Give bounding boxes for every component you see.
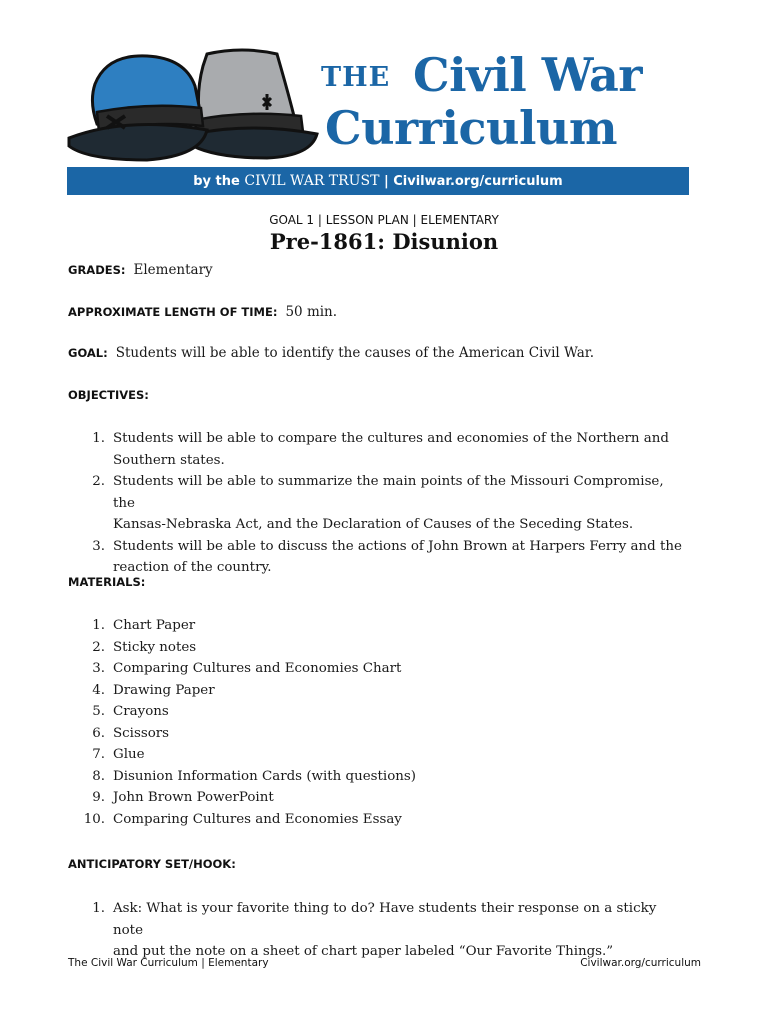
list-item-line: Comparing Cultures and Economies Essay (113, 811, 402, 827)
title-line-civil-war: Civil War (413, 48, 642, 102)
list-item-line: Ask: What is your favorite thing to do? Have students their response on a sticky note (113, 901, 657, 938)
list-item-line: Students will be able to summarize the main points of the Missouri Compromise, the (113, 474, 664, 511)
list-item (68, 809, 688, 831)
list-item (68, 898, 688, 963)
list-number: 3. (92, 661, 105, 676)
list-item (68, 723, 688, 745)
list-number: 7. (92, 747, 105, 762)
list-number: 1. (92, 901, 105, 916)
list-item-line: Disunion Information Cards (with questions) (113, 768, 416, 784)
list-number: 4. (92, 682, 105, 698)
list-number: 2. (92, 639, 105, 655)
list-number: 10. (83, 811, 105, 827)
goal-label: GOAL: (68, 346, 108, 360)
grades-field (68, 262, 213, 278)
objectives-list (68, 428, 688, 579)
list-number: 2. (92, 474, 105, 489)
list-item-line: Scissors (113, 725, 170, 741)
list-item-line: Kansas-Nebraska Act, and the Declaration of Causes of the Seceding States. (113, 517, 634, 532)
list-item (68, 701, 688, 723)
goal-value: Students will be able to identify the causes of the American Civil War. (115, 345, 595, 361)
list-item (68, 615, 688, 637)
list-item (68, 658, 688, 680)
list-number: 1. (92, 431, 105, 446)
length-field (68, 304, 337, 320)
list-item (68, 637, 688, 659)
title-line-curriculum: Curriculum (325, 101, 618, 155)
list-item-line: Sticky notes (113, 639, 197, 655)
list-item-line: and put the note on a sheet of chart paper labeled “Our Favorite Things.” (113, 944, 614, 959)
list-number: 3. (92, 538, 105, 554)
list-item (68, 787, 688, 809)
masthead (67, 46, 689, 196)
footer-right: Civilwar.org/curriculum (580, 957, 701, 969)
title-the: THE (321, 62, 391, 93)
list-item-line: Comparing Cultures and Economies Chart (113, 661, 402, 676)
list-item-line: reaction of the country. (113, 560, 272, 575)
list-item (68, 471, 688, 536)
hook-list (68, 898, 688, 963)
list-item (68, 536, 688, 579)
list-item-line: John Brown PowerPoint (113, 790, 274, 805)
list-number: 8. (92, 768, 105, 784)
list-number: 1. (92, 618, 105, 633)
footer-left: The Civil War Curriculum | Elementary (68, 957, 269, 969)
list-item-line: Students will be able to discuss the actions of John Brown at Harpers Ferry and the (113, 538, 682, 554)
hook-heading: ANTICIPATORY SET/HOOK: (68, 857, 236, 871)
grades-label: GRADES: (68, 263, 126, 277)
materials-heading: MATERIALS: (68, 575, 146, 589)
byline-separator: | (383, 174, 389, 189)
list-item-line: Glue (113, 747, 145, 762)
list-number: 5. (92, 704, 105, 719)
list-item (68, 744, 688, 766)
goal-field (68, 345, 594, 361)
list-number: 6. (92, 725, 105, 741)
length-value: 50 min. (285, 304, 338, 320)
list-item-line: Chart Paper (113, 618, 196, 633)
byline-bar (67, 167, 689, 195)
page-title: Pre-1861: Disunion (269, 229, 499, 254)
lesson-kicker: GOAL 1 | LESSON PLAN | ELEMENTARY (269, 213, 499, 227)
byline-org: CIVIL WAR TRUST (244, 173, 380, 189)
two-kepi-caps-icon (67, 46, 322, 164)
materials-list (68, 615, 688, 830)
list-item-line: Southern states. (113, 452, 225, 468)
byline-prefix: by the (193, 174, 240, 189)
list-item (68, 680, 688, 702)
list-item-line: Crayons (113, 704, 169, 719)
list-number: 9. (92, 790, 105, 805)
objectives-heading: OBJECTIVES: (68, 388, 149, 402)
length-label: APPROXIMATE LENGTH OF TIME: (68, 305, 278, 319)
grades-value: Elementary (133, 262, 213, 278)
list-item-line: Drawing Paper (113, 682, 215, 698)
byline-url: Civilwar.org/curriculum (393, 174, 563, 189)
list-item-line: Students will be able to compare the cultures and economies of the Northern and (113, 431, 669, 446)
list-item (68, 428, 688, 471)
list-item (68, 766, 688, 788)
